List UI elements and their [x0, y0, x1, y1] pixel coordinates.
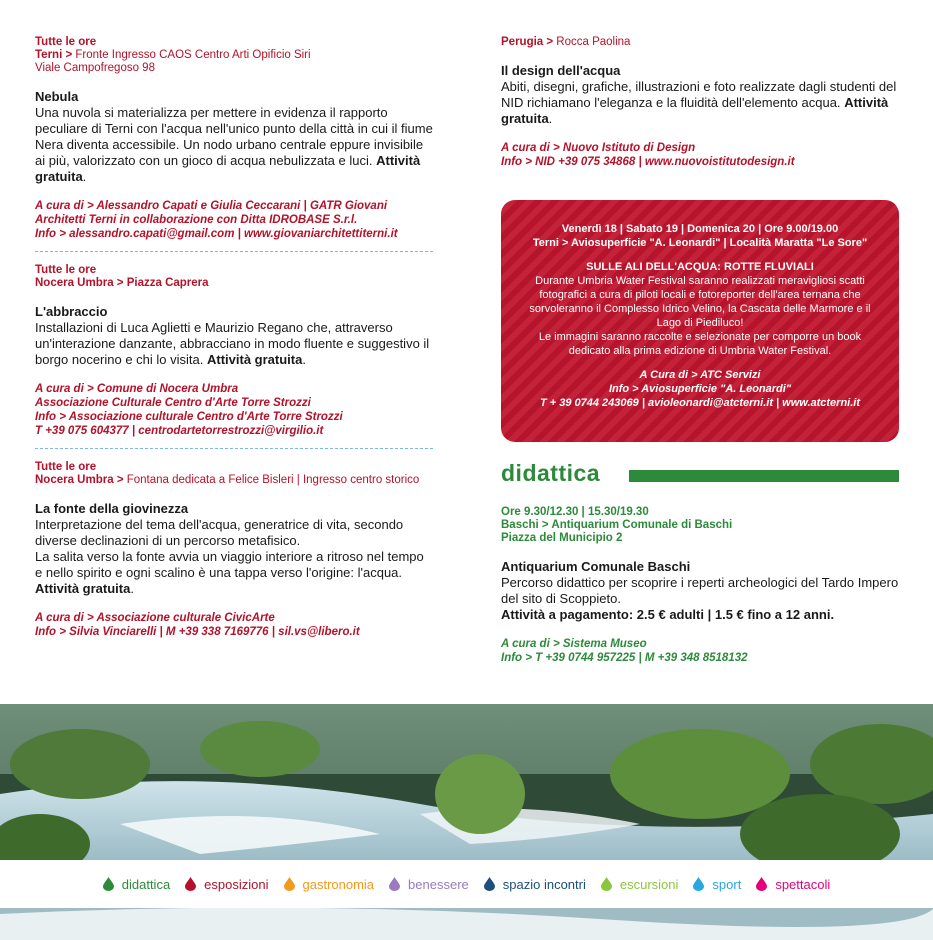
featured-credit: A Cura di > ATC Servizi Info > Aviosuperficie "A. Leonardi" T + 39 0744 243069 | avioleonardi@atcterni.it | www.atcterni.it	[539, 369, 861, 409]
divider	[35, 448, 433, 449]
event-title: L'abbraccio	[35, 304, 108, 319]
featured-dates: Venerdì 18 | Sabato 19 | Domenica 20 | Ore 9.00/19.00	[561, 223, 839, 235]
event-body: Una nuvola si materializza per mettere in evidenza il rapporto peculiare di Terni con l'acqua nell'unico punto della città in cui il fiume Nera diventa accessibile. Un nodo urbano centrale eppure invisibile ai più, valorizzato con un gioco di acqua nebulizzata e luci. Attività gratuita.	[35, 105, 433, 184]
drop-icon	[185, 877, 196, 891]
event-body: Percorso didattico per scoprire i reperti archeologici del Tardo Impero del sito di Scoppieto.	[501, 575, 899, 606]
divider	[35, 251, 433, 252]
legend-item	[484, 877, 586, 892]
legend-item	[185, 877, 268, 892]
event-credit: A cura di > Nuovo Istituto di Design Info > NID +39 075 34868 | www.nuovoistitutodesign.it	[501, 142, 795, 168]
event-title: La fonte della giovinezza	[35, 501, 189, 516]
event-address: Viale Campofregoso 98	[35, 62, 155, 74]
featured-place: Terni > Aviosuperficie "A. Leonardi" | Località Maratta "Le Sore"	[532, 237, 868, 249]
legend-label: benessere	[408, 876, 469, 892]
event-body: Installazioni di Luca Aglietti e Maurizio Regano che, attraverso un'interazione danzante, abbracciano in modo fluente e suggestivo il borgo nocerino e chi lo visita. Attività gratuita.	[35, 320, 430, 367]
legend-item	[103, 877, 170, 892]
section-heading-didattica	[501, 460, 899, 490]
featured-title: SULLE ALI DELL'ACQUA: ROTTE FLUVIALI	[586, 261, 814, 273]
category-legend	[0, 860, 933, 908]
drop-icon	[284, 877, 295, 891]
legend-label: gastronomia	[302, 876, 375, 892]
event-body: Interpretazione del tema dell'acqua, generatrice di vita, secondo diverse declinazioni di un percorso metafisico. La salita verso la fonte avvia un viaggio interiore a ritroso nel tempo e nello spirito e ogni scalino è una tappa verso l'origine: l'acqua. Attività gratuita.	[35, 517, 424, 596]
legend-label: spettacoli	[775, 876, 831, 892]
event-place: Terni > Fronte Ingresso CAOS Centro Arti Opificio Siri	[35, 49, 311, 61]
legend-item	[284, 877, 375, 892]
event-time: Tutte le ore	[35, 264, 97, 276]
didattica-event	[501, 506, 901, 665]
event-credit: A cura di > Comune di Nocera Umbra Associazione Culturale Centro d'Arte Torre Strozzi Info > Associazione culturale Centro d'Arte Torre Strozzi T +39 075 604377 | centrodartetorrestrozzi@virgilio.it	[35, 383, 343, 437]
legend-item	[601, 877, 679, 892]
drop-icon	[756, 877, 767, 891]
legend-item	[693, 877, 741, 892]
legend-label: sport	[712, 876, 742, 892]
featured-body: Le immagini saranno raccolte e selezionate per comporre un book dedicato alla prima edizione di Umbria Water Festival.	[538, 331, 862, 357]
event-title: Nebula	[35, 89, 79, 104]
event-place: Baschi > Antiquarium Comunale di Baschi	[501, 519, 733, 531]
event-body: Abiti, disegni, grafiche, illustrazioni e foto realizzate dagli studenti del NID richiamano l'eleganza e la fluidità dell'elemento acqua. Attività gratuita.	[501, 79, 897, 126]
event-credit: A cura di > Associazione culturale CivicArte Info > Silvia Vinciarelli | M +39 338 7169776 | sil.vs@libero.it	[35, 612, 360, 638]
event-place: Perugia > Rocca Paolina	[501, 36, 631, 48]
legend-label: didattica	[121, 876, 171, 892]
event-time: Tutte le ore	[35, 36, 97, 48]
event-title: Il design dell'acqua	[501, 63, 621, 78]
featured-event-box	[501, 200, 899, 442]
event-place: Nocera Umbra > Fontana dedicata a Felice Bisleri | Ingresso centro storico	[35, 474, 420, 486]
legend-label: spazio incontri	[502, 876, 586, 892]
legend-item	[756, 877, 830, 892]
featured-body: Durante Umbria Water Festival saranno realizzati meravigliosi scatti fotografici a cura di piloti locali e fotoreporter dell'area ternana che sorvoleranno il Complesso Idrico Velino, la Cascata delle Marmore e il Lago di Piediluco!	[529, 275, 871, 329]
drop-icon	[484, 877, 495, 891]
event-address: Piazza del Municipio 2	[501, 532, 623, 544]
section-heading-label: didattica	[501, 460, 601, 486]
drop-icon	[693, 877, 704, 891]
event-credit: A cura di > Sistema Museo Info > T +39 0744 957225 | M +39 348 8518132	[501, 638, 748, 664]
drop-icon	[601, 877, 612, 891]
event-title: Antiquarium Comunale Baschi	[501, 559, 691, 574]
event-time: Ore 9.30/12.30 | 15.30/19.30	[501, 506, 649, 518]
legend-item	[389, 877, 469, 892]
left-column	[35, 36, 433, 639]
section-heading-bar	[629, 470, 899, 482]
event-credit: A cura di > Alessandro Capati e Giulia Ceccarani | GATR Giovani Architetti Terni in collaborazione con Ditta IDROBASE S.r.l. Info > alessandro.capati@gmail.com | www.giovaniarchitettiterni.it	[35, 200, 398, 240]
event-time: Tutte le ore	[35, 461, 97, 473]
drop-icon	[103, 877, 114, 891]
legend-label: esposizioni	[204, 876, 269, 892]
legend-label: escursioni	[619, 876, 679, 892]
drop-icon	[389, 877, 400, 891]
event-price: Attività a pagamento: 2.5 € adulti | 1.5 € fino a 12 anni.	[501, 607, 835, 622]
event-place: Nocera Umbra > Piazza Caprera	[35, 277, 209, 289]
right-column	[501, 36, 901, 169]
